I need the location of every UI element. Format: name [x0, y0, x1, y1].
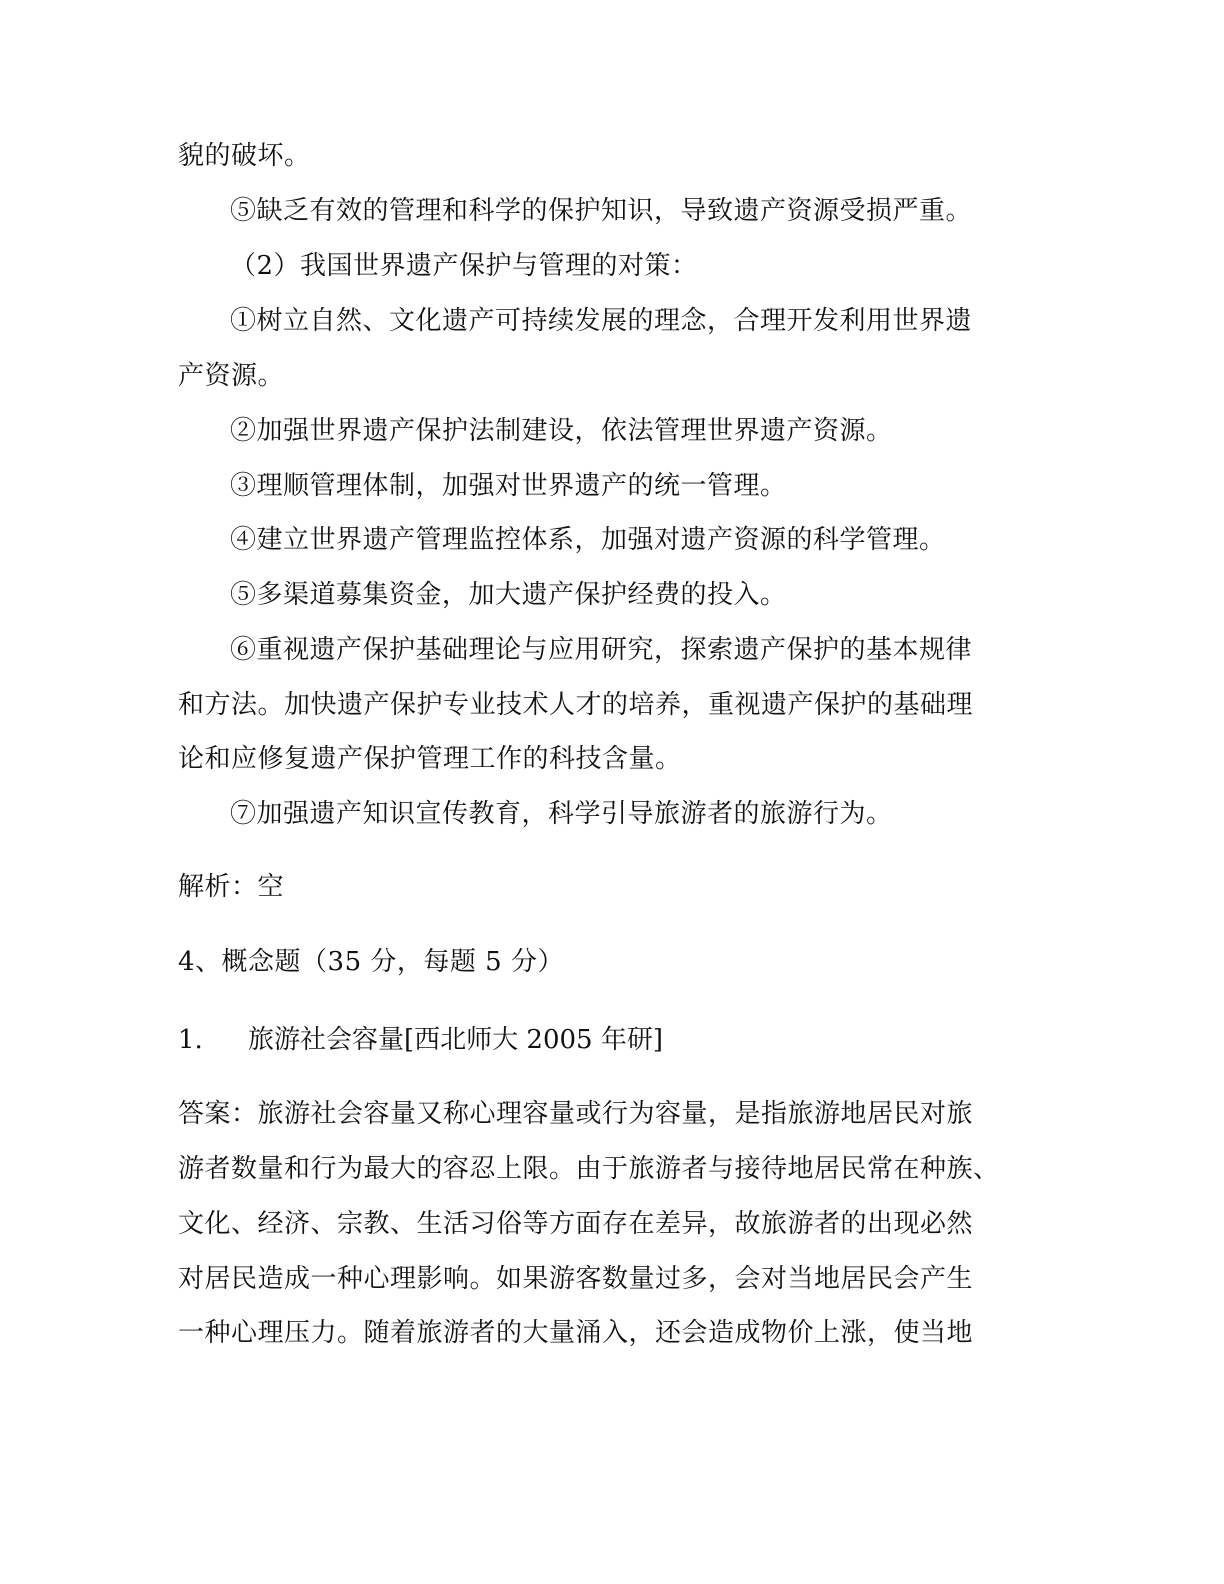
text-line: （2）我国世界遗产保护与管理的对策： — [230, 251, 698, 281]
analysis-line: 解析：空 — [178, 872, 285, 902]
answer-line: 一种心理压力。随着旅游者的大量涌入，还会造成物价上涨，使当地 — [178, 1318, 974, 1348]
text-line: 论和应修复遗产保护管理工作的科技含量。 — [178, 744, 682, 774]
text-line: ③理顺管理体制，加强对世界遗产的统一管理。 — [230, 471, 787, 501]
answer-line: 游者数量和行为最大的容忍上限。由于旅游者与接待地居民常在种族、 — [178, 1154, 1000, 1184]
text-line: ⑤缺乏有效的管理和科学的保护知识，导致遗产资源受损严重。 — [230, 196, 973, 226]
text-line: ⑥重视遗产保护基础理论与应用研究，探索遗产保护的基本规律 — [230, 635, 973, 665]
question-text: 旅游社会容量[西北师大 2005 年研] — [248, 1025, 663, 1055]
text-line: 产资源。 — [178, 361, 285, 391]
answer-line: 文化、经济、宗教、生活习俗等方面存在差异，故旅游者的出现必然 — [178, 1209, 974, 1239]
answer-line: 对居民造成一种心理影响。如果游客数量过多，会对当地居民会产生 — [178, 1264, 974, 1294]
text-line: ④建立世界遗产管理监控体系，加强对遗产资源的科学管理。 — [230, 525, 946, 555]
answer-line: 答案：旅游社会容量又称心理容量或行为容量，是指旅游地居民对旅 — [178, 1099, 974, 1129]
question-number: 1. — [178, 1025, 203, 1055]
text-line: ①树立自然、文化遗产可持续发展的理念，合理开发利用世界遗 — [230, 306, 973, 336]
text-line: ⑤多渠道募集资金，加大遗产保护经费的投入。 — [230, 580, 787, 610]
text-line: 貌的破坏。 — [178, 141, 311, 171]
section-heading: 4、概念题（35 分，每题 5 分） — [178, 947, 564, 977]
text-line: ⑦加强遗产知识宣传教育，科学引导旅游者的旅游行为。 — [230, 799, 893, 829]
question-item — [0, 1022, 1224, 1058]
text-line: ②加强世界遗产保护法制建设，依法管理世界遗产资源。 — [230, 416, 893, 446]
text-line: 和方法。加快遗产保护专业技术人才的培养，重视遗产保护的基础理 — [178, 690, 974, 720]
